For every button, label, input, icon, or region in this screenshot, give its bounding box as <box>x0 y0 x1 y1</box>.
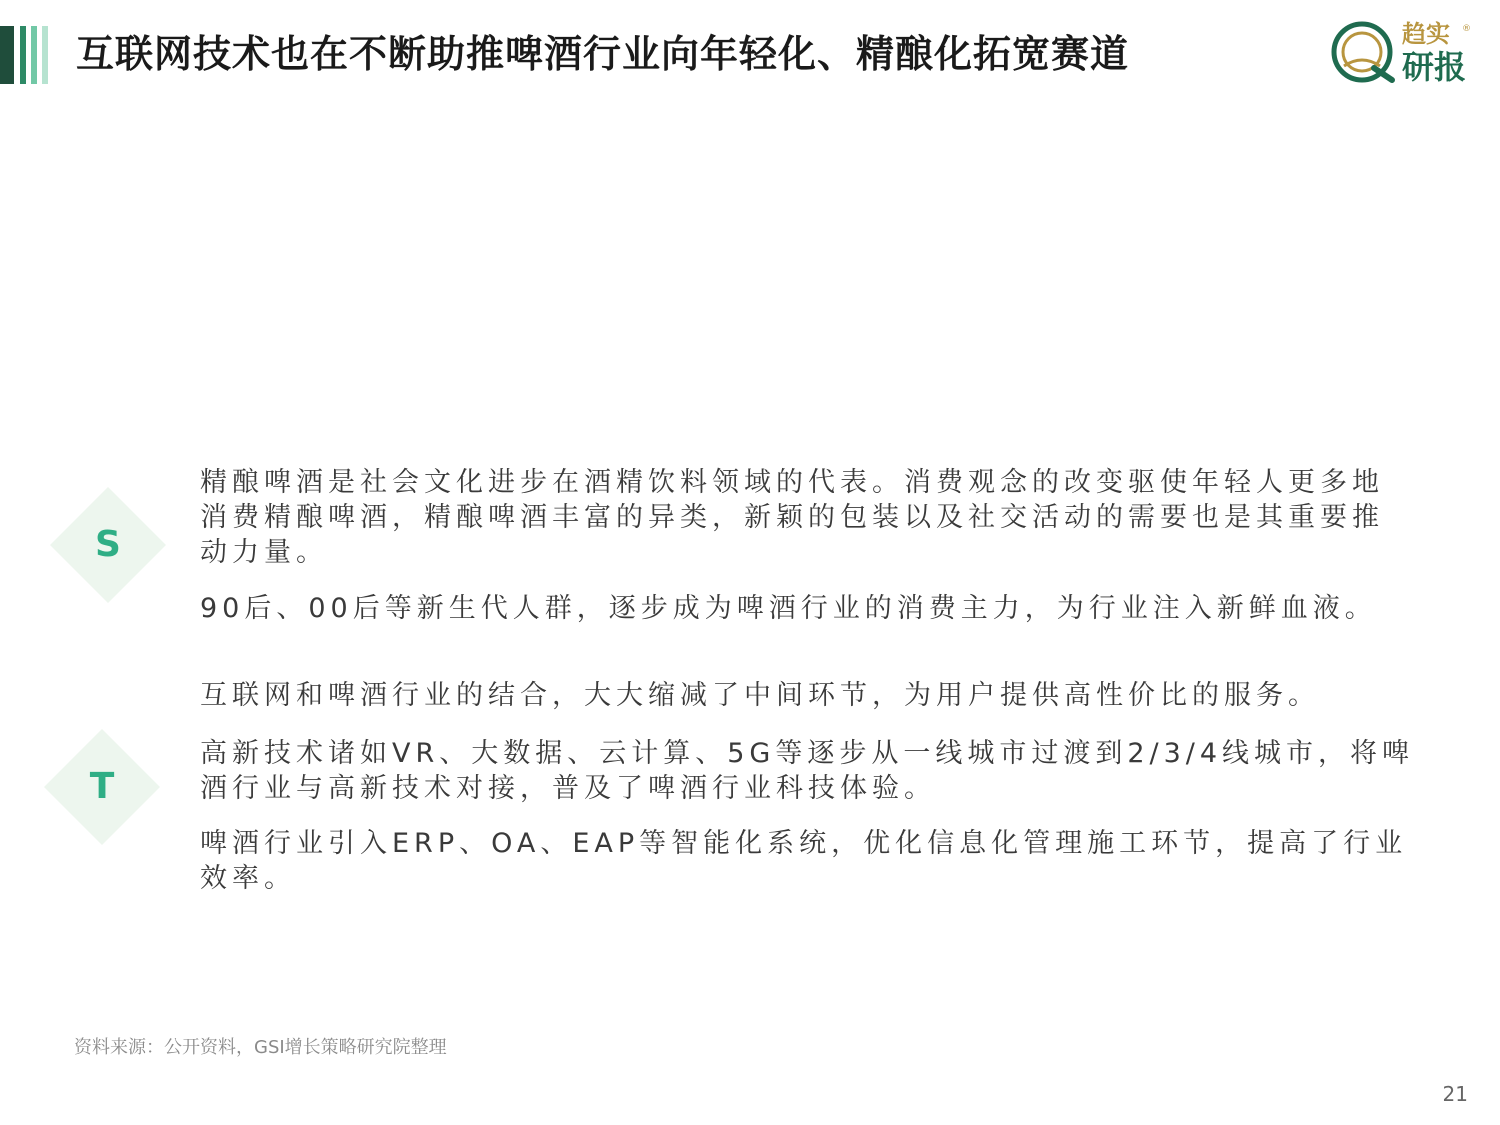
section-t-paragraph-1: 互联网和啤酒行业的结合，大大缩减了中间环节，为用户提供高性价比的服务。 <box>200 680 1320 711</box>
page-number: 21 <box>1442 1082 1468 1106</box>
logo-registered-mark: ® <box>1462 24 1471 34</box>
accent-bar <box>20 26 26 84</box>
header-accent-bars <box>0 26 52 84</box>
section-letter-t: T <box>89 766 115 807</box>
source-note: 资料来源：公开资料，GSI增长策略研究院整理 <box>74 1037 447 1058</box>
section-t-paragraph-3: 啤酒行业引入ERP、OA、EAP等智能化系统，优化信息化管理施工环节，提高了行业效率。 <box>200 828 1408 894</box>
section-s-paragraph-1: 精酿啤酒是社会文化进步在酒精饮料领域的代表。消费观念的改变驱使年轻人更多地消费精酿啤酒，精酿啤酒丰富的异类，新颖的包装以及社交活动的需要也是其重要推动力量。 <box>200 467 1384 568</box>
accent-bar <box>0 26 14 84</box>
brand-logo <box>1330 18 1480 88</box>
page-title: 互联网技术也在不断助推啤酒行业向年轻化、精酿化拓宽赛道 <box>76 32 1130 76</box>
logo-q-icon <box>1330 18 1398 86</box>
accent-bar <box>42 26 48 84</box>
accent-bar <box>31 26 37 84</box>
logo-text-bottom: 研报 <box>1402 48 1467 86</box>
section-t-paragraph-2: 高新技术诸如VR、大数据、云计算、5G等逐步从一线城市过渡到2/3/4线城市，将啤酒行业与高新技术对接，普及了啤酒行业科技体验。 <box>200 738 1415 804</box>
section-letter-s: S <box>95 524 121 565</box>
logo-text-top: 趋实 <box>1402 20 1450 48</box>
section-s-paragraph-2: 90后、00后等新生代人群，逐步成为啤酒行业的消费主力，为行业注入新鲜血液。 <box>200 593 1377 624</box>
